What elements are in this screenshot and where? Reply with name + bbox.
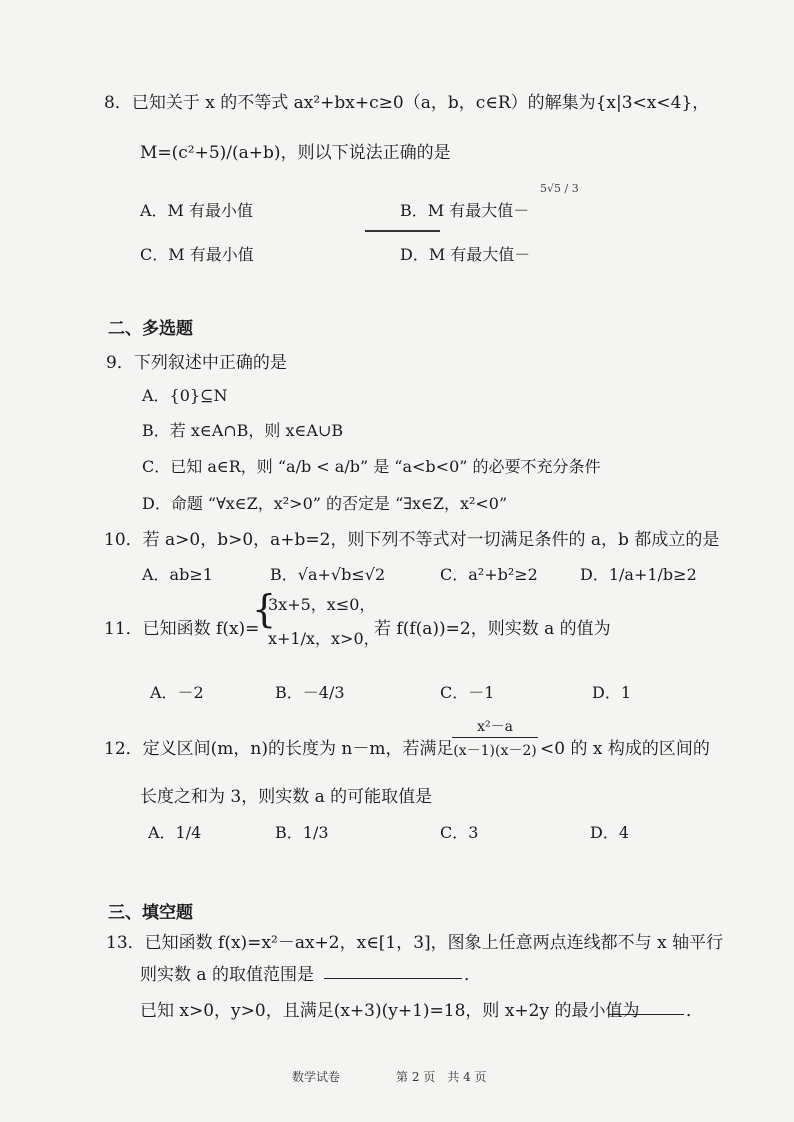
q8-option-b-scribble: 5√5 / 3	[540, 182, 579, 195]
q12-option-d[interactable]: D．4	[590, 823, 630, 842]
q13-line1: 13．已知函数 f(x)=x²－ax+2，x∈[1，3]，图象上任意两点连线都不与 x 轴平行	[106, 933, 724, 953]
q9-stem: 9．下列叙述中正确的是	[106, 353, 287, 373]
section-title-fill-in: 三、填空题	[108, 903, 193, 923]
section-title-multiple-choice: 二、多选题	[108, 319, 193, 339]
q11-option-c[interactable]: C．－1	[440, 683, 495, 702]
q8-option-d[interactable]: D．M 有最大值－	[400, 245, 531, 264]
footer-subject: 数学试卷	[292, 1070, 341, 1084]
q14-line1: 已知 x>0，y>0，且满足(x+3)(y+1)=18，则 x+2y 的最小值为	[140, 1001, 640, 1021]
q11-case1: 3x+5，x≤0，	[268, 595, 376, 614]
q11-prefix: 11．已知函数 f(x)=	[104, 619, 260, 639]
q9-option-b[interactable]: B．若 x∈A∩B，则 x∈A∪B	[142, 421, 344, 440]
q10-option-c[interactable]: C．a²+b²≥2	[440, 565, 538, 584]
q14-line1-end: ．	[686, 1001, 703, 1021]
q8-option-b[interactable]: B．M 有最大值－	[400, 201, 530, 220]
q11-option-a[interactable]: A．－2	[150, 683, 204, 702]
q10-stem: 10．若 a>0，b>0，a+b=2，则下列不等式对一切满足条件的 a，b 都成立的是	[104, 530, 720, 550]
q10-option-b[interactable]: B．√a+√b≤√2	[270, 565, 386, 584]
pen-stroke	[365, 230, 440, 232]
q11-option-b[interactable]: B．－4/3	[275, 683, 345, 702]
q10-option-a[interactable]: A．ab≥1	[142, 565, 213, 584]
q8-line2: M=(c²+5)/(a+b)，则以下说法正确的是	[140, 143, 451, 163]
q13-line2-end: ．	[464, 965, 481, 985]
q12-fraction-denominator: (x－1)(x－2)	[453, 743, 537, 759]
q12-fraction-bar	[452, 737, 538, 738]
q9-option-a[interactable]: A．{0}⊆N	[142, 386, 228, 405]
q10-option-d[interactable]: D．1/a+1/b≥2	[580, 565, 697, 584]
q11-brace: {	[252, 587, 277, 631]
q11-suffix: 若 f(f(a))=2，则实数 a 的值为	[374, 619, 611, 639]
q11-case2: x+1/x，x>0，	[268, 629, 380, 648]
q12-option-a[interactable]: A．1/4	[148, 823, 202, 842]
q12-line2: 长度之和为 3，则实数 a 的可能取值是	[140, 787, 433, 807]
q12-option-b[interactable]: B．1/3	[275, 823, 329, 842]
q13-answer-blank[interactable]	[324, 978, 462, 979]
q12-line1-start: 12．定义区间(m，n)的长度为 n－m，若满足	[104, 739, 454, 759]
q8-option-a[interactable]: A．M 有最小值	[140, 201, 254, 220]
footer-page-number: 第 2 页 共 4 页	[396, 1070, 487, 1084]
q9-option-c[interactable]: C．已知 a∈R，则 “a/b < a/b” 是 “a<b<0” 的必要不充分条件	[142, 457, 601, 476]
q9-option-d[interactable]: D．命题 “∀x∈Z，x²>0” 的否定是 “∃x∈Z，x²<0”	[142, 494, 508, 513]
q14-answer-blank[interactable]	[608, 1014, 684, 1015]
q13-line2: 则实数 a 的取值范围是	[140, 965, 314, 985]
q8-option-c[interactable]: C．M 有最小值	[140, 245, 254, 264]
q8-line1: 8．已知关于 x 的不等式 ax²+bx+c≥0（a，b，c∈R）的解集为{x|3<x<4}，	[104, 93, 710, 113]
q12-line1-end: <0 的 x 构成的区间的	[540, 739, 710, 759]
q12-fraction-numerator: x²－a	[477, 719, 513, 735]
q11-option-d[interactable]: D．1	[592, 683, 632, 702]
q12-option-c[interactable]: C．3	[440, 823, 479, 842]
